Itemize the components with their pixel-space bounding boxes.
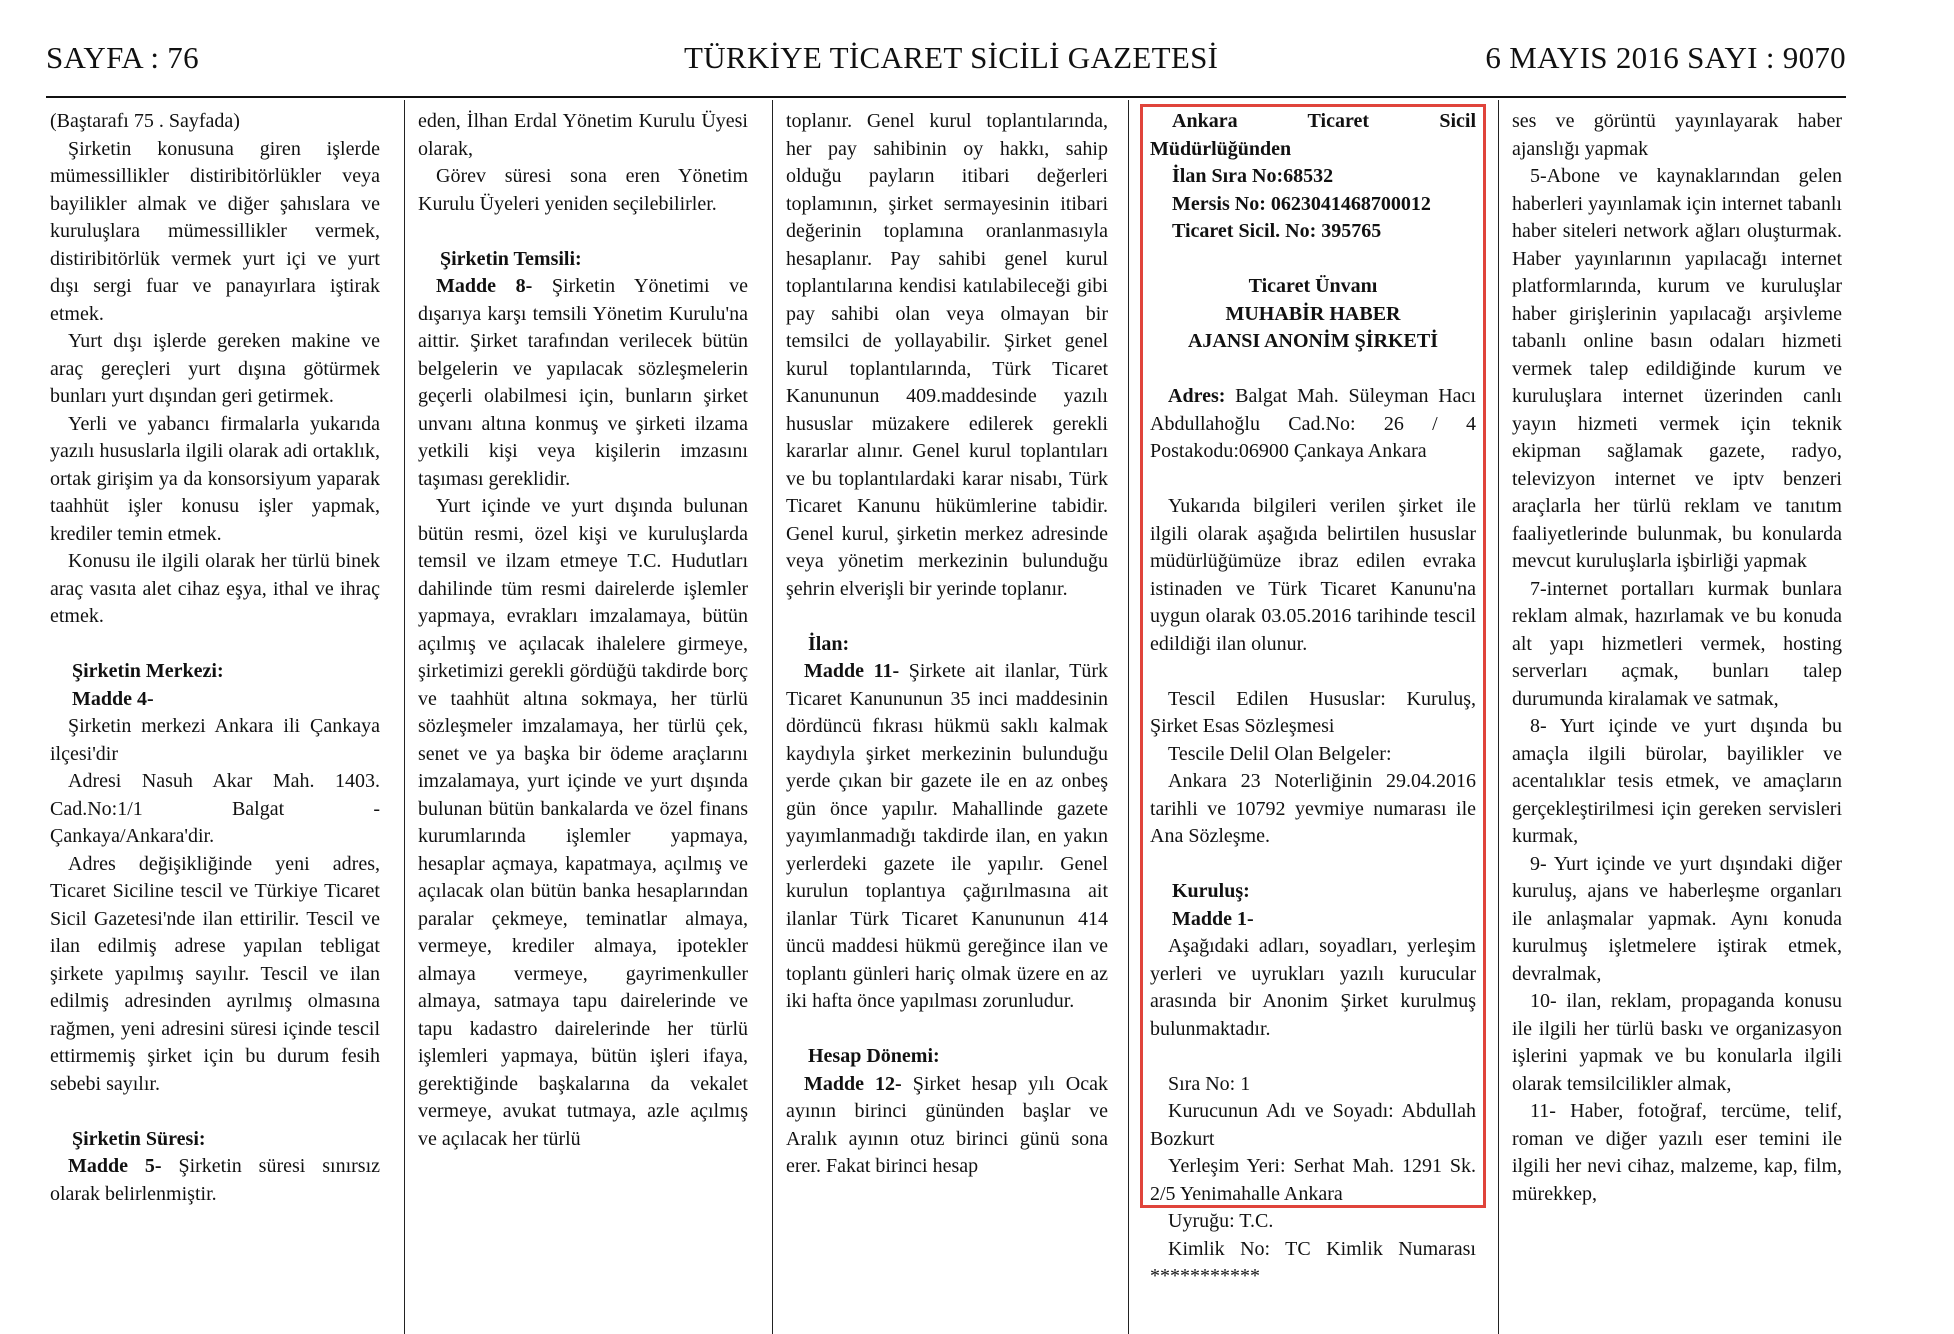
- paragraph: Ankara 23 Noterliğinin 29.04.2016 tarihli ve 10792 yevmiye numarası ile Ana Sözleşme.: [1150, 770, 1476, 847]
- article-label: Madde 12-: [804, 1072, 902, 1095]
- company-name-line-1: MUHABİR HABER: [1225, 302, 1401, 325]
- paragraph: (Baştarafı 75 . Sayfada): [50, 110, 240, 132]
- column-divider: [1128, 100, 1129, 1334]
- column-divider: [772, 100, 773, 1334]
- paragraph: Şirketin konusuna giren işlerde mümessillikler distiribitörlükler veya bayilikler almak ve diğer şahıslara ve kuruluşlara mümessillikler vermek, distiribitörlük vermek yurt içi ve yurt dışı sergi fuar ve panayırlara iştirak etmek.: [50, 137, 380, 325]
- section-heading: Hesap Dönemi:: [808, 1045, 940, 1067]
- paragraph: Görev süresi sona eren Yönetim Kurulu Üyeleri yeniden seçilebilirler.: [418, 165, 748, 215]
- paragraph: 7-internet portalları kurmak bunlara reklam almak, hazırlamak ve bu konuda alt yapı hizmetleri vermek, hosting serverları açmak, bunları talep durumunda kiralamak ve satmak,: [1512, 577, 1842, 710]
- paragraph: Uyruğu: T.C.: [1168, 1210, 1274, 1232]
- announcement-number: İlan Sıra No:68532: [1172, 165, 1334, 187]
- company-name-line-2: AJANSI ANONİM ŞİRKETİ: [1187, 330, 1439, 352]
- gazette-title: TÜRKİYE TİCARET SİCİLİ GAZETESİ: [684, 40, 1219, 75]
- registry-office: Ankara Ticaret Sicil Müdürlüğünden: [1150, 110, 1476, 160]
- paragraph: eden, İlhan Erdal Yönetim Kurulu Üyesi olarak,: [418, 110, 748, 160]
- paragraph: 11- Haber, fotoğraf, tercüme, telif, roman ve diğer yazılı eser temini ile ilgili her nevi cihaz, malzeme, kap, film, mürekkep,: [1512, 1100, 1842, 1205]
- paragraph: Yurt dışı işlerde gereken makine ve araç gereçleri yurt dışına götürmek bunları yurt dışından geri getirmek.: [50, 330, 380, 407]
- paragraph: Adres değişikliğinde yeni adres, Ticaret Siciline tescil ve Türkiye Ticaret Sicil Gazetesi'nde ilan ettirilir. Tescil ve ilan edilmiş adrese yapılan tebligat şirkete yapılmış sayılır. Tescil ve ilan edilmiş adresinden ayrılmış olmasına rağmen, yeni adresini süresi içinde tescil ettirmemiş şirket için bu durum fesih sebebi sayılır.: [50, 852, 380, 1095]
- paragraph: Tescile Delil Olan Belgeler:: [1168, 742, 1392, 765]
- column-5: [1512, 108, 1842, 1208]
- paragraph: Yerleşim Yeri: Serhat Mah. 1291 Sk. 2/5 Yenimahalle Ankara: [1150, 1155, 1476, 1205]
- paragraph: 10- ilan, reklam, propaganda konusu ile ilgili her türlü baskı ve organizasyon işlerini yapmak ve bu konularla ilgili olarak temsilcilikler almak,: [1512, 990, 1842, 1095]
- paragraph: Sıra No: 1: [1168, 1072, 1251, 1095]
- paragraph: Yerli ve yabancı firmalarla yukarıda yazılı hususlarla ilgili olarak adi ortaklık, ortak girişim ya da konsorsiyum yaparak taahhüt işler konusu işler yapmak, krediler temin etmek.: [50, 412, 380, 545]
- paragraph: Adresi Nasuh Akar Mah. 1403. Cad.No:1/1 Balgat - Çankaya/Ankara'dir.: [50, 770, 380, 847]
- header-rule: [46, 96, 1846, 98]
- paragraph: [786, 1071, 1108, 1181]
- section-heading: Şirketin Süresi:: [72, 1127, 206, 1150]
- paragraph: [786, 658, 1108, 1016]
- mersis-number: Mersis No: 0623041468700012: [1172, 192, 1431, 215]
- column-3: [786, 108, 1108, 1181]
- article-heading: Madde 1-: [1172, 907, 1254, 930]
- section-heading: İlan:: [808, 632, 850, 655]
- paragraph-text: Şirketin süresi sınırsız olarak belirlenmiştir.: [50, 1155, 380, 1205]
- article-heading: Madde 4-: [72, 687, 154, 710]
- address-text: Balgat Mah. Süleyman Hacı Abdullahoğlu Cad.No: 26 / 4 Postakodu:06900 Çankaya Ankara: [1150, 385, 1476, 462]
- paragraph: ses ve görüntü yayınlayarak haber ajanslığı yapmak: [1512, 110, 1842, 160]
- paragraph: toplanır. Genel kurul toplantılarında, her pay sahibinin oy hakkı, sahip olduğu payların itibari değerleri toplamının, şirket sermayesinin itibari değerinin toplamına oranlanmasıyla hesaplanır. Pay sahibi genel kurul toplantılarına kendisi katılabileceği gibi pay sahibi olan veya olmayan bir temsilci de yollayabilir. Şirket genel kurul toplantılarında, Türk Ticaret Kanununun 409.maddesinde yazılı hususlar müzakere edilerek gerekli kararlar alınır. Genel kurul toplantıları ve bu toplantılardaki karar nisabı, Türk Ticaret Kanunu hükümlerine tabidir. Genel kurul, şirketin merkez adresinde veya yönetim merkezinin bulunduğu şehrin elverişli bir yerinde toplanır.: [786, 110, 1108, 600]
- paragraph: Kimlik No: TC Kimlik Numarası ***********: [1150, 1237, 1476, 1287]
- address: [1150, 383, 1476, 466]
- paragraph: Yurt içinde ve yurt dışında bulunan bütün resmi, özel kişi ve kuruluşlarda temsil ve ilzam etmeye T.C. Hudutları dahilinde tüm resmi dairelerde işlemler yapmaya, evrakları imzalamaya, bütün açılmış ve açılacak ihalelere girmeye, şirketimizi gerekli gördüğü takdirde borç ve taahhüt altına sokmaya, her türlü sözleşmeler imzalamaya, her türlü çek, senet ve ya başka bir ödeme araçlarını imzalamaya, yurt içinde ve yurt dışında bulunan bütün bankalarda ve özel finans kurumlarında işlemler yapmaya, hesaplar açmaya, kapatmaya, açılmış ve açılacak olan bütün banka hesaplarından paralar çekmeye, teminatlar almaya, vermeye, krediler almaya, ipotekler almaya vermeye, gayrimenkuller almaya, satmaya tapu dairelerinde ve tapu kadastro dairelerinde her türlü işlemleri yapmaya, bütün işleri ifaya, gerektiğinde başkalarına da vekalet vermeye, avukat tutmaya, azle açılmış ve açılacak her türlü: [418, 495, 748, 1150]
- paragraph: 9- Yurt içinde ve yurt dışındaki diğer kuruluş, ajans ve haberleşme organları ile anlaşmalar yapmak. Aynı konuda kurulmuş işletmelere iştirak etmek, devralmak,: [1512, 852, 1842, 985]
- paragraph: [418, 273, 748, 493]
- column-divider: [1498, 100, 1499, 1334]
- date-issue: 6 MAYIS 2016 SAYI : 9070: [1485, 40, 1846, 75]
- column-1: [50, 108, 380, 1208]
- paragraph-text: Şirketin Yönetimi ve dışarıya karşı temsili Yönetim Kurulu'na aittir. Şirket tarafından verilecek bütün belgelerin ve yapılacak sözleşmelerin geçerli olabilmesi için, bunların şirket unvanı altına konmuş ve şirketi ilzama yetkili kişi veya kişilerin imzasını taşıması gereklidir.: [418, 275, 748, 490]
- trade-registry-number: Ticaret Sicil. No: 395765: [1172, 220, 1382, 242]
- trade-name-label: Ticaret Ünvanı: [1248, 275, 1378, 297]
- address-label: Adres:: [1168, 385, 1226, 407]
- paragraph: Tescil Edilen Hususlar: Kuruluş, Şirket Esas Sözleşmesi: [1150, 687, 1476, 737]
- column-divider: [404, 100, 405, 1334]
- section-heading: Şirketin Temsili:: [440, 247, 582, 270]
- article-label: Madde 8-: [436, 275, 533, 297]
- column-2: [418, 108, 748, 1153]
- paragraph: [50, 1153, 380, 1208]
- paragraph: Yukarıda bilgileri verilen şirket ile ilgili olarak aşağıda belirtilen hususlar müdürlüğümüze ibraz edilen evraka istinaden ve Türk Ticaret Kanunu'na uygun olarak 03.05.2016 tarihinde tescil edildiği ilan olunur.: [1150, 495, 1476, 655]
- paragraph: Şirketin merkezi Ankara ili Çankaya ilçesi'dir: [50, 715, 380, 765]
- article-label: Madde 5-: [68, 1155, 162, 1177]
- paragraph: 8- Yurt içinde ve yurt dışında bu amaçla ilgili bürolar, bayilikler ve acentalıklar tesis etmek, ve amaçların gerçekleştirilmesi için gereken servisleri kurmak,: [1512, 715, 1842, 847]
- paragraph-text: Şirket hesap yılı Ocak ayının birinci gününden başlar ve Aralık ayının otuz birinci günü sona erer. Fakat birinci hesap: [786, 1072, 1108, 1177]
- page-number: SAYFA : 76: [46, 40, 199, 75]
- paragraph: 5-Abone ve kaynaklarından gelen haberleri yayınlamak için internet tabanlı haber siteleri network ağları oluşturmak. Haber yayınlarının yapılacağı internet platformlarında, kurum ve kuruluşlar haber girişlerinin yapılacağı arşivleme tabanlı online basın odaları hizmeti vermek talep edildiğinde kurum ve kuruluşlara internet üzerinden canlı yayın hizmeti vermek için teknik ekipman sağlamak gazete, radyo, televizyon internet ve iptv benzeri araçlarla her türlü reklam ve tanıtım faaliyetlerinde bulunmak, bu konularda mevcut kuruluşlarla işbirliği yapmak: [1512, 165, 1842, 572]
- paragraph: Aşağıdaki adları, soyadları, yerleşim yerleri ve uyrukları yazılı kurucular arasında bir Anonim Şirket kurulmuş bulunmaktadır.: [1150, 935, 1476, 1040]
- section-heading: Kuruluş:: [1172, 880, 1250, 902]
- section-heading: Şirketin Merkezi:: [72, 660, 224, 682]
- paragraph: Konusu ile ilgili olarak her türlü binek araç vasıta alet cihaz eşya, ithal ve ihraç etmek.: [50, 550, 380, 627]
- paragraph-text: Şirkete ait ilanlar, Türk Ticaret Kanununun 35 inci maddesinin dördüncü fıkrası hükmü saklı kalmak kaydıyla şirket merkezinin bulunduğu yerde çıkan bir gazete ile en az onbeş gün önce yapılır. Mahallinde gazete yayımlanmadığı takdirde ilan, en yakın yerlerdeki gazete ile yapılır. Genel kurulun toplantıya çağırılmasına ait ilanlar Türk Ticaret Kanununun 414 üncü maddesi hükmü gereğince ilan ve toplantı günleri hariç olmak üzere en az iki hafta önce yapılması zorunludur.: [786, 660, 1108, 1012]
- column-4: [1150, 108, 1476, 1291]
- paragraph: Kurucunun Adı ve Soyadı: Abdullah Bozkurt: [1150, 1100, 1476, 1150]
- page-header: [46, 40, 1846, 80]
- article-label: Madde 11-: [804, 660, 900, 682]
